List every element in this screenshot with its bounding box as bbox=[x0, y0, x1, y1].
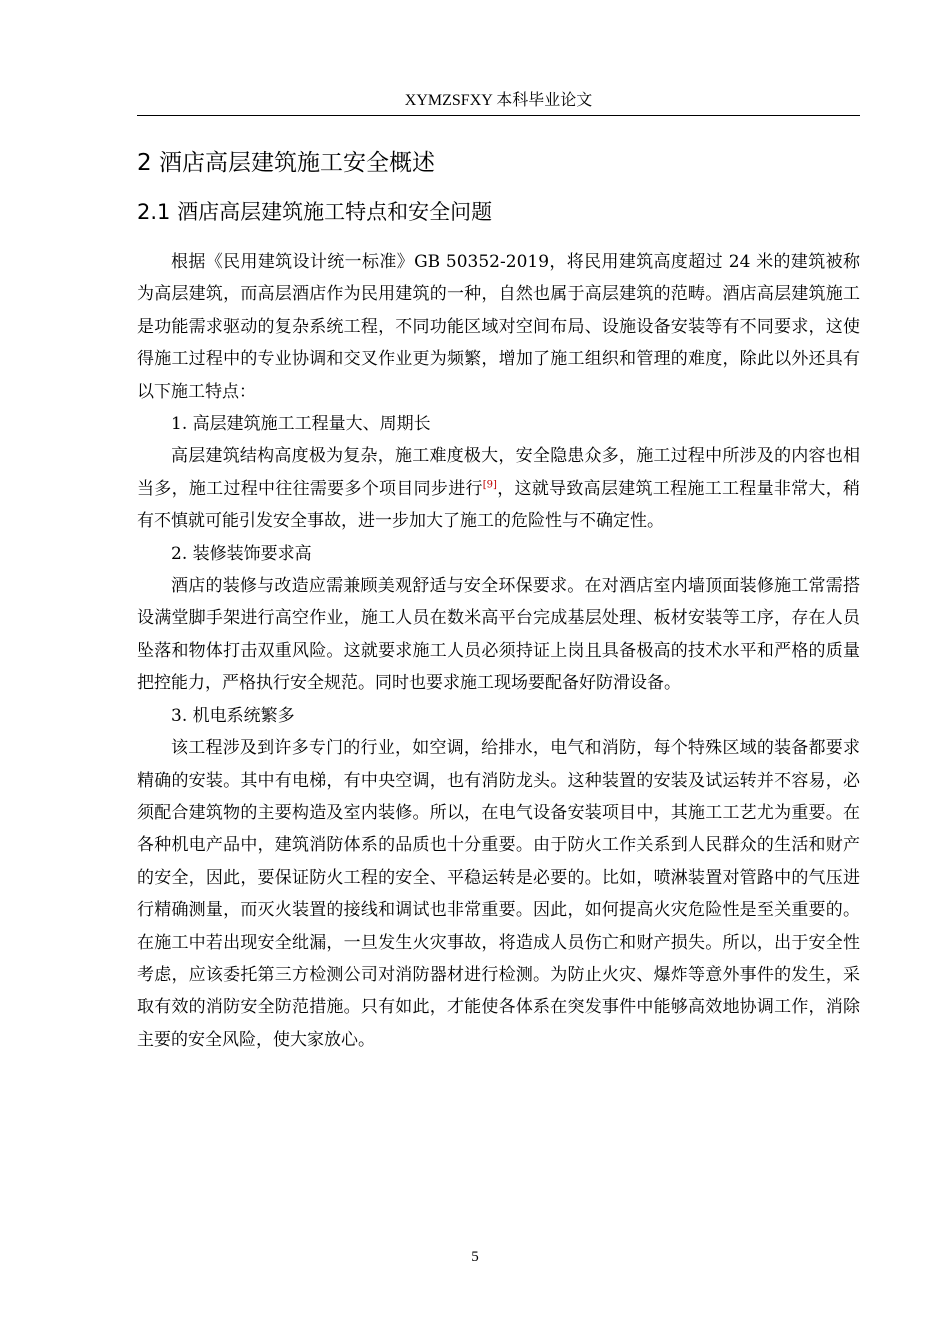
item-2-title: 2. 装修装饰要求高 bbox=[171, 543, 312, 564]
intro-paragraph: 根据《民用建筑设计统一标准》GB 50352-2019，将民用建筑高度超过 24 米的建筑被称为高层建筑，而高层酒店作为民用建筑的一种，自然也属于高层建筑的范畴。酒店高层建筑施工是功能需求驱动的复杂系统工程，不同功能区域对空间布局、设施设备安装等有不同要求，这使得施工过程中的专业协调和交叉作业更为频繁，增加了施工组织和管理的难度，除此以外还具有以下施工特点： bbox=[137, 252, 860, 402]
chapter-title: 2 酒店高层建筑施工安全概述 bbox=[137, 150, 435, 176]
item-3-paragraph: 该工程涉及到许多专门的行业，如空调，给排水，电气和消防，每个特殊区域的装备都要求精确的安装。其中有电梯，有中央空调，也有消防龙头。这种装置的安装及试运转并不容易，必须配合建筑物的主要构造及室内装修。所以，在电气设备安装项目中，其施工工艺尤为重要。在各种机电产品中，建筑消防体系的品质也十分重要。由于防火工作关系到人民群众的生活和财产的安全，因此，要保证防火工程的安全、平稳运转是必要的。比如，喷淋装置对管路中的气压进行精确测量，而灭火装置的接线和调试也非常重要。因此，如何提高火灾危险性是至关重要的。在施工中若出现安全纰漏，一旦发生火灾事故，将造成人员伤亡和财产损失。所以，出于安全性考虑，应该委托第三方检测公司对消防器材进行检测。为防止火灾、爆炸等意外事件的发生，采取有效的消防安全防范措施。只有如此，才能使各体系在突发事件中能够高效地协调工作，消除主要的安全风险，使大家放心。 bbox=[137, 738, 860, 1050]
item-1-title: 1. 高层建筑施工工程量大、周期长 bbox=[171, 414, 431, 435]
item-1-text-b: ，这就导致高层建筑工程施工工程量非常大，稍有不慎就可能引发安全事故，进一步加大了施工的危险性与不确定性。 bbox=[137, 478, 861, 532]
page-number: 5 bbox=[471, 1249, 479, 1265]
section-title: 2.1 酒店高层建筑施工特点和安全问题 bbox=[137, 200, 493, 224]
item-2-paragraph: 酒店的装修与改造应需兼顾美观舒适与安全环保要求。在对酒店室内墙顶面装修施工常需搭设满堂脚手架进行高空作业，施工人员在数米高平台完成基层处理、板材安装等工序，存在人员坠落和物体打击双重风险。这就要求施工人员必须持证上岗且具备极高的技术水平和严格的质量把控能力，严格执行安全规范。同时也要求施工现场要配备好防滑设备。 bbox=[137, 576, 860, 694]
item-1-paragraph bbox=[137, 440, 860, 537]
item-1-text-a: 高层建筑结构高度极为复杂，施工难度极大，安全隐患众多，施工过程中所涉及的内容也相当多，施工过程中往往需要多个项目同步进行 bbox=[137, 446, 860, 499]
citation-link[interactable]: [9] bbox=[482, 479, 497, 491]
body-text bbox=[137, 246, 860, 1056]
page-header: XYMZSFXY 本科毕业论文 bbox=[137, 90, 860, 116]
item-3-title: 3. 机电系统繁多 bbox=[171, 705, 295, 726]
